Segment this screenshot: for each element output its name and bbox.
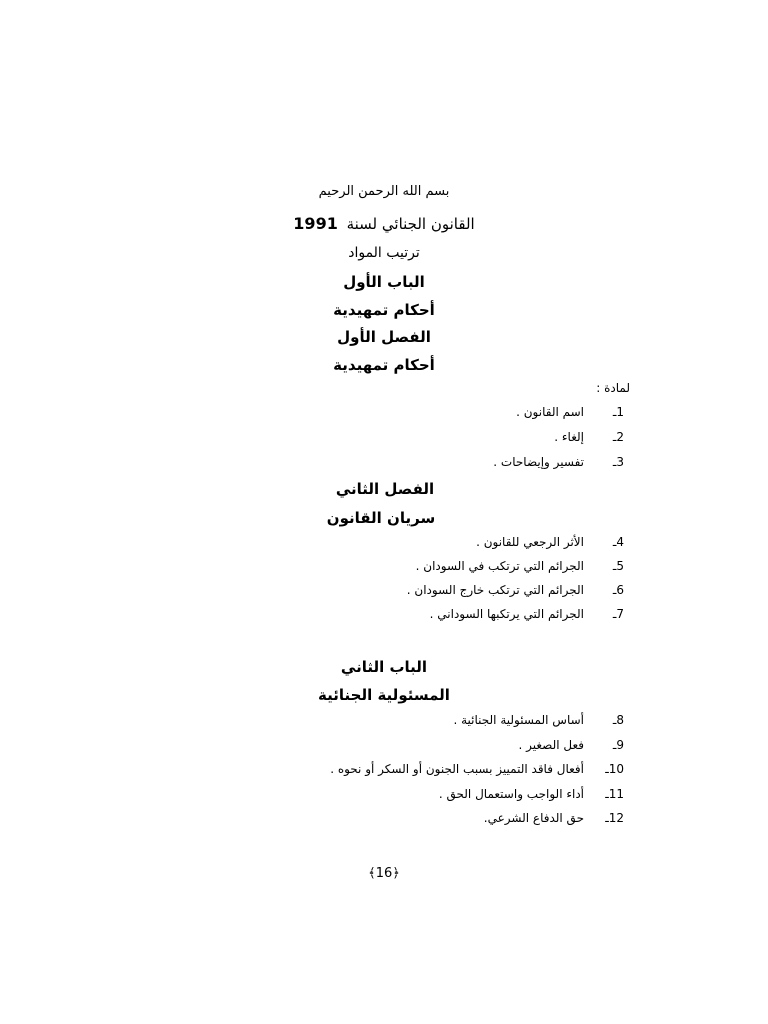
law-title-text: القانون الجنائي لسنة — [346, 215, 475, 233]
list-item — [416, 559, 624, 573]
chapter-two-title: الفصل الثاني — [335, 480, 435, 498]
list-item — [519, 738, 624, 752]
list-item — [476, 535, 624, 549]
item-text: أداء الواجب واستعمال الحق . — [438, 787, 584, 801]
part-two-title: الباب الثاني — [340, 658, 428, 676]
item-text: تفسير وإيضاحات . — [493, 455, 584, 469]
item-text: حق الدفاع الشرعي. — [483, 811, 584, 825]
item-number: 7ـ — [612, 607, 624, 621]
list-item — [453, 713, 624, 727]
item-number: 2ـ — [612, 430, 624, 444]
list-item — [407, 583, 624, 597]
list-item — [484, 811, 624, 825]
item-number: 9ـ — [612, 738, 624, 752]
item-text: اسم القانون . — [516, 405, 584, 419]
part-two-subtitle: المسئولية الجنائية — [318, 686, 450, 704]
item-number: 1ـ — [612, 405, 624, 419]
item-text: فعل الصغير . — [518, 738, 584, 752]
law-title — [234, 214, 534, 233]
chapter-one-subtitle: أحكام تمهيدية — [333, 356, 435, 374]
list-item — [430, 607, 624, 621]
item-text: أساس المسئولية الجنائية . — [453, 713, 584, 727]
page-number: ﴾16﴿ — [368, 866, 400, 881]
item-number: 3ـ — [612, 455, 624, 469]
list-item — [330, 762, 624, 776]
item-text: الجرائم التي ترتكب خارج السودان . — [406, 583, 584, 597]
list-item — [516, 405, 624, 419]
item-text: الجرائم التي ترتكب في السودان . — [415, 559, 584, 573]
material-label: لمادة : — [596, 381, 630, 395]
item-number: 11ـ — [605, 787, 624, 801]
item-number: 10ـ — [605, 762, 624, 776]
list-item — [439, 787, 624, 801]
basmala: بسم الله الرحمن الرحيم — [318, 184, 450, 199]
item-number: 5ـ — [612, 559, 624, 573]
part-one-subtitle: أحكام تمهيدية — [333, 301, 435, 319]
item-number: 4ـ — [612, 535, 624, 549]
chapter-two-subtitle: سريان القانون — [326, 509, 436, 527]
item-text: الجرائم التي يرتكبها السوداني . — [429, 607, 584, 621]
list-item — [493, 455, 624, 469]
part-one-title: الباب الأول — [343, 273, 425, 291]
item-text: الأثر الرجعي للقانون . — [476, 535, 584, 549]
arrangement-heading: ترتيب المواد — [348, 245, 420, 261]
chapter-one-title: الفصل الأول — [337, 328, 431, 346]
list-item — [554, 430, 624, 444]
item-number: 12ـ — [605, 811, 624, 825]
item-number: 6ـ — [612, 583, 624, 597]
item-text: أفعال فاقد التمييز بسبب الجنون أو السكر أو نحوه . — [330, 762, 584, 776]
item-text: إلغاء . — [554, 430, 584, 444]
law-year: 1991 — [293, 214, 338, 233]
item-number: 8ـ — [612, 713, 624, 727]
